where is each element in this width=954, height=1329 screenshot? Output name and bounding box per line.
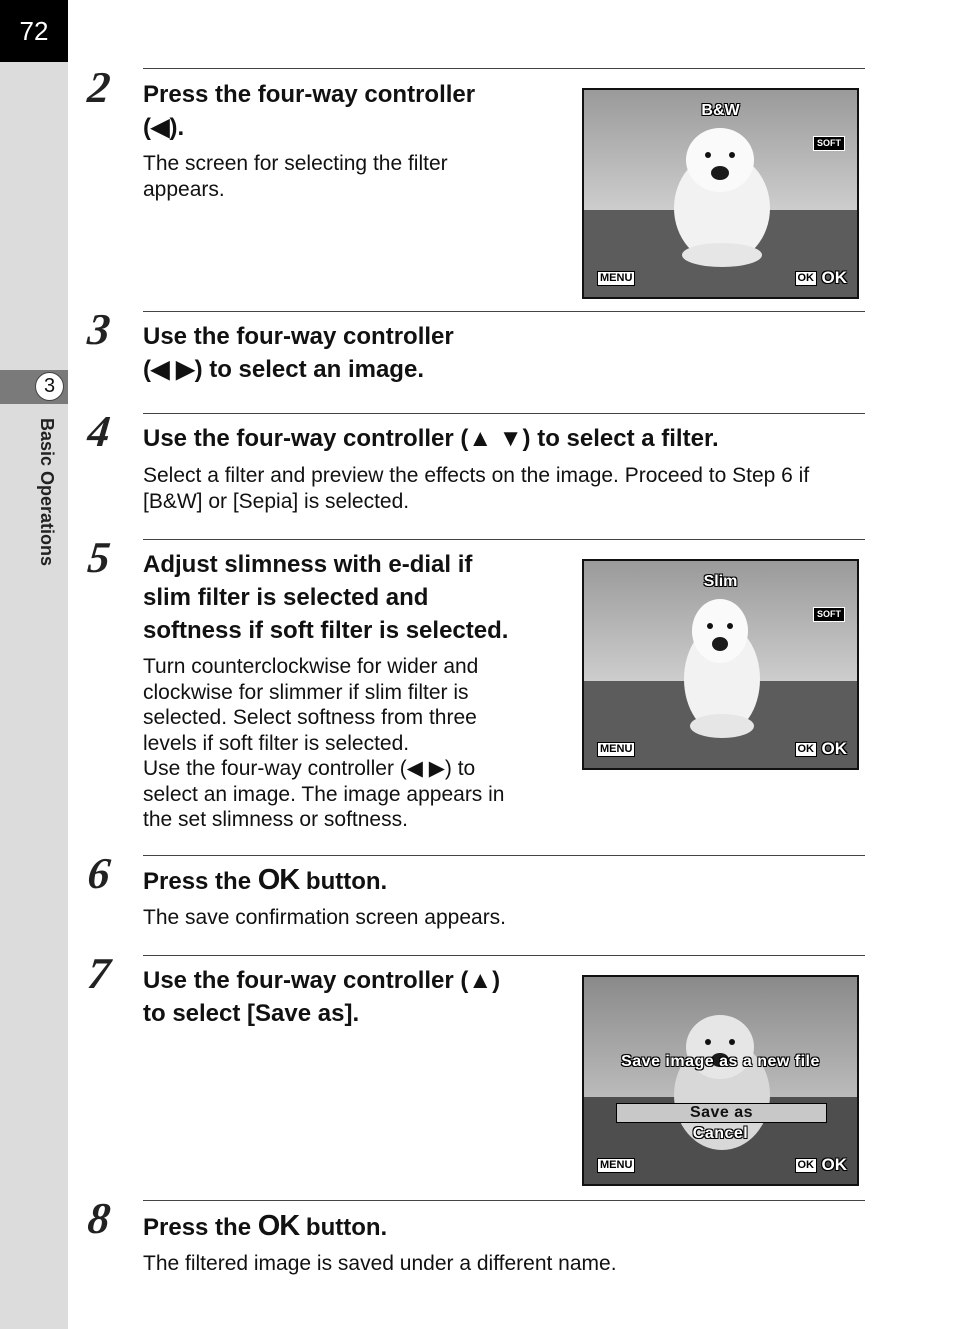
- heading-text: button.: [299, 1214, 388, 1241]
- step-heading: [143, 864, 387, 898]
- step-divider: [143, 68, 865, 69]
- step-number: 5: [85, 533, 113, 582]
- heading-text: button.: [299, 868, 388, 895]
- heading-line: Use the four-way controller: [143, 323, 454, 350]
- heading-line: softness if soft filter is selected.: [143, 617, 509, 644]
- camera-screen-bw: [582, 88, 859, 299]
- chapter-number: 3: [35, 372, 64, 401]
- body-line: Turn counterclockwise for wider and: [143, 655, 479, 678]
- body-line: levels if soft filter is selected.: [143, 731, 410, 755]
- step-divider: [143, 539, 865, 540]
- heading-line: (◀ ▶) to select an image.: [143, 356, 424, 383]
- page-number: 72: [0, 0, 68, 62]
- heading-line: slim filter is selected and: [143, 584, 429, 611]
- menu-button-icon: MENU: [597, 1158, 635, 1173]
- cancel-option[interactable]: Cancel: [692, 1125, 749, 1142]
- ok-label: OK: [821, 268, 847, 287]
- heading-line: Adjust slimness with e-dial if: [143, 551, 473, 578]
- body-line: selected. Select softness from three: [143, 706, 477, 729]
- step-heading: Use the four-way controller (▲ ▼) to select a filter.: [143, 425, 719, 452]
- step-number: 7: [85, 949, 113, 998]
- body-line: Select a filter and preview the effects on the image. Proceed to Step 6 if: [143, 464, 810, 487]
- save-as-option[interactable]: Save as: [616, 1103, 827, 1123]
- step-heading: [143, 1210, 387, 1244]
- body-line: Use the four-way controller (◀ ▶) to: [143, 757, 476, 780]
- step-number: 4: [85, 407, 113, 456]
- camera-screen-slim: [582, 559, 859, 770]
- heading-line: (◀).: [143, 114, 185, 141]
- heading-line: Press the four-way controller: [143, 81, 476, 108]
- step-heading: [143, 320, 454, 386]
- menu-button-icon: MENU: [597, 742, 635, 757]
- heading-line: to select [Save as].: [143, 1000, 360, 1027]
- body-line: The screen for selecting the filter: [143, 152, 448, 175]
- step-divider: [143, 855, 865, 856]
- heading-line: Use the four-way controller (▲): [143, 967, 501, 994]
- step-number: 6: [85, 849, 113, 898]
- ok-label: OK: [821, 1155, 847, 1174]
- step-divider: [143, 955, 865, 956]
- body-line: clockwise for slimmer if slim filter is: [143, 680, 469, 704]
- filter-name: B&W: [701, 102, 740, 119]
- soft-filter-icon: SOFT: [813, 607, 845, 622]
- heading-text: Press the: [143, 868, 258, 895]
- ok-button-glyph: OK: [257, 864, 300, 896]
- step-number: 3: [85, 305, 113, 354]
- menu-button-icon: MENU: [597, 271, 635, 286]
- dog-photo-bw: [584, 90, 857, 297]
- step-heading: [143, 548, 508, 647]
- step-body: [143, 463, 809, 514]
- step-divider: [143, 413, 865, 414]
- dog-photo-save: [584, 977, 857, 1184]
- step-divider: [143, 311, 865, 312]
- chapter-label: Basic Operations: [37, 418, 57, 567]
- ok-button-icon: OK: [795, 1158, 818, 1173]
- ok-label: OK: [821, 739, 847, 758]
- step-divider: [143, 1200, 865, 1201]
- step-body: [143, 151, 448, 202]
- body-line: select an image. The image appears in: [143, 782, 505, 806]
- filter-name: Slim: [703, 573, 738, 590]
- step-body: The filtered image is saved under a different name.: [143, 1252, 617, 1275]
- heading-text: Press the: [143, 1214, 258, 1241]
- body-line: appears.: [143, 177, 225, 201]
- step-heading: [143, 78, 475, 144]
- body-line: [B&W] or [Sepia] is selected.: [143, 489, 410, 513]
- body-line: the set slimness or softness.: [143, 808, 408, 831]
- ok-button-icon: OK: [795, 742, 818, 757]
- step-number: 2: [85, 63, 113, 112]
- step-number: 8: [85, 1194, 113, 1243]
- step-heading: [143, 964, 500, 1030]
- save-message: Save image as a new file: [621, 1053, 820, 1070]
- step-body: [143, 654, 505, 833]
- step-body: The save confirmation screen appears.: [143, 906, 507, 929]
- soft-filter-icon: SOFT: [813, 136, 845, 151]
- dog-photo-slim: [584, 561, 857, 768]
- ok-button-icon: OK: [795, 271, 818, 286]
- side-margin: [0, 0, 68, 1329]
- camera-screen-save: [582, 975, 859, 1186]
- ok-button-glyph: OK: [257, 1210, 300, 1242]
